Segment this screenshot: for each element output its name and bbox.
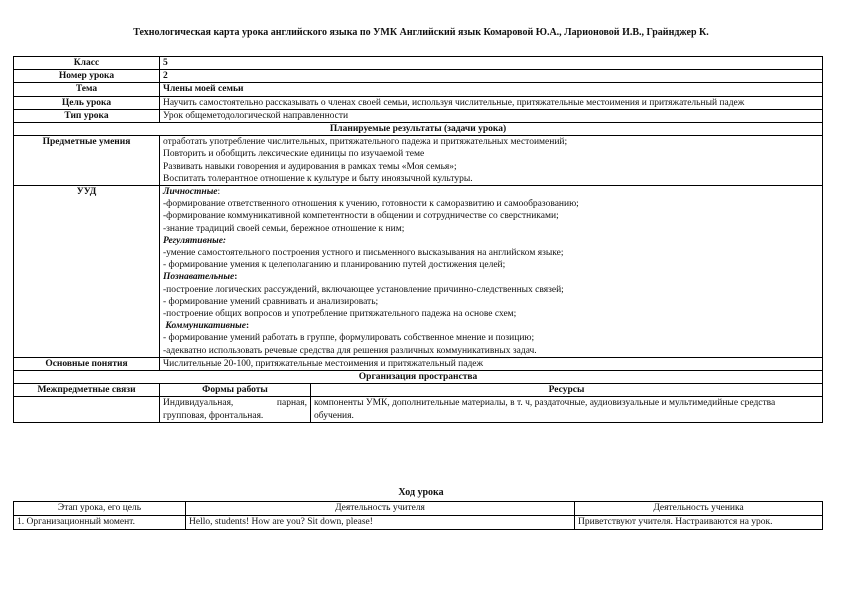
lesson-stage-cell: 1. Организационный момент. xyxy=(14,516,186,530)
row-class xyxy=(14,57,823,70)
forms-line1-a: Индивидуальная, xyxy=(163,398,234,409)
lesson-flow-table xyxy=(13,501,823,530)
uud-regulatory-heading: Регулятивные: xyxy=(163,235,227,246)
uud-line: -построение общих вопросов и употребление притяжательного падежа на основе схем; xyxy=(163,309,517,320)
forms-line1-b: парная, xyxy=(276,398,307,409)
uud-line: -формирование коммуникативной компетентности в общении и сотрудничестве со сверстниками; xyxy=(163,211,559,222)
space-organization-heading: Организация пространства xyxy=(14,371,823,384)
space-forms-value xyxy=(160,397,311,422)
basic-concepts-value: Числительные 20-100, притяжательные местоимения и притяжательный падеж xyxy=(160,357,823,370)
lesson-flow-header-row xyxy=(14,502,823,516)
subject-skill-line: Воспитать толерантное отношение к культуре и быту иноязычной культуры. xyxy=(163,173,473,184)
goal-value: Научить самостоятельно рассказывать о членах своей семьи, используя числительные, притяжательные местоимения и притяжательный падеж xyxy=(160,96,823,109)
row-basic-concepts xyxy=(14,357,823,370)
uud-line: -знание традиций своей семьи, бережное отношение к ним; xyxy=(163,223,405,234)
lesson-number-label: Номер урока xyxy=(14,70,160,83)
uud-label: УУД xyxy=(14,186,160,358)
row-subject-skills xyxy=(14,136,823,186)
uud-line: -умение самостоятельного построения устного и письменного высказывания на английском языке; xyxy=(163,248,564,259)
goal-label: Цель урока xyxy=(14,96,160,109)
row-goal xyxy=(14,96,823,109)
uud-cognitive-heading: Познавательные xyxy=(163,272,235,283)
space-links-value xyxy=(14,397,160,422)
space-header-resources: Ресурсы xyxy=(311,384,823,397)
subject-skill-line: отработать употребление числительных, притяжательного падежа и притяжательных местоимений; xyxy=(163,137,568,148)
uud-value: Личностные: -формирование ответственного отношения к учению, готовности к саморазвитию и самообразованию; -формирование коммуникативной компетентности в общении и сотрудничестве со сверстниками; -знание традиций своей семьи, бережное отношение к ним; Регулятивные: -умение самостоятельного построения устного и письменного высказывания на английском языке; - формирование умения к целеполаганию и планированию путей достижения целей; Познавательные: -построение логических рассуждений, включающее установление причинно-следственных связей; - формирование умений сравнивать и анализировать; -построение общих вопросов и употребление притяжательного падежа на основе схем; Коммуникативные: - формирование умений работать в группе, формулировать собственное мнение и позицию; -адекватно использовать речевые средства для решения различных коммуникативных задач. xyxy=(160,186,823,358)
topic-label: Тема xyxy=(14,83,160,96)
row-planned-results xyxy=(14,123,823,136)
row-space-values xyxy=(14,397,823,422)
subject-skills-value xyxy=(160,136,823,186)
row-uud xyxy=(14,186,823,358)
uud-line: - формирование умений работать в группе, формулировать собственное мнение и позицию; xyxy=(163,333,535,344)
row-type xyxy=(14,109,823,122)
space-resources-value: компоненты УМК, дополнительные материалы, в т. ч, раздаточные, аудиовизуальные и мультимедийные средства обучения. xyxy=(311,397,823,422)
uud-line: -формирование ответственного отношения к учению, готовности к саморазвитию и самообразованию; xyxy=(163,199,579,210)
page-title: Технологическая карта урока английского языка по УМК Английский язык Комаровой Ю.А., Ларионовой И.В., Грайнджер К. xyxy=(133,27,709,38)
basic-concepts-label: Основные понятия xyxy=(14,357,160,370)
subject-skills-label: Предметные умения xyxy=(14,136,160,186)
row-topic xyxy=(14,83,823,96)
student-activity-cell: Приветствуют учителя. Настраиваются на урок. xyxy=(575,516,823,530)
space-header-forms: Формы работы xyxy=(160,384,311,397)
uud-line: -построение логических рассуждений, включающее установление причинно-следственных связей; xyxy=(163,284,564,295)
space-header-links: Межпредметные связи xyxy=(14,384,160,397)
uud-line: -адекватно использовать речевые средства для решения различных коммуникативных задач. xyxy=(163,345,537,356)
uud-personal-heading: Личностные xyxy=(163,187,218,198)
row-space-organization xyxy=(14,371,823,384)
subject-skill-line: Развивать навыки говорения и аудирования в рамках темы «Моя семья»; xyxy=(163,161,457,172)
lesson-flow-header: Деятельность ученика xyxy=(575,502,823,516)
lesson-flow-title: Ход урока xyxy=(398,487,444,498)
type-label: Тип урока xyxy=(14,109,160,122)
class-value: 5 xyxy=(160,57,823,70)
lesson-flow-header: Этап урока, его цель xyxy=(14,502,186,516)
type-value: Урок общеметодологической направленности xyxy=(160,109,823,122)
row-space-headers xyxy=(14,384,823,397)
uud-communicative-heading: Коммуникативные xyxy=(165,321,246,332)
uud-line: - формирование умений сравнивать и анализировать; xyxy=(163,296,379,307)
lesson-flow-header: Деятельность учителя xyxy=(186,502,575,516)
forms-line2: групповая, фронтальная. xyxy=(163,410,264,421)
uud-line: - формирование умения к целеполаганию и планированию путей достижения целей; xyxy=(163,260,506,271)
subject-skill-line: Повторить и обобщить лексические единицы по изучаемой теме xyxy=(163,149,425,160)
planned-results-heading: Планируемые результаты (задачи урока) xyxy=(14,123,823,136)
class-label: Класс xyxy=(14,57,160,70)
lesson-number-value: 2 xyxy=(160,70,823,83)
row-lesson-number xyxy=(14,70,823,83)
lesson-plan-table xyxy=(13,56,823,423)
topic-value: Члены моей семьи xyxy=(160,83,823,96)
table-row xyxy=(14,516,823,530)
teacher-activity-cell: Hello, students! How are you? Sit down, please! xyxy=(186,516,575,530)
